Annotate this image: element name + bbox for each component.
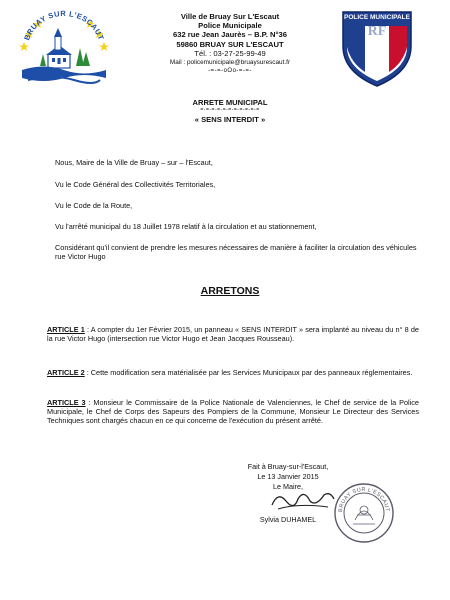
handwritten-signature <box>268 485 338 515</box>
article-2 <box>47 368 419 377</box>
badge-monogram: RF <box>367 24 387 39</box>
preamble-cgct: Vu le Code Général des Collectivités Territoriales, <box>55 180 216 189</box>
header-postcode: 59860 BRUAY SUR L'ESCAUT <box>176 39 284 49</box>
article-2-label: ARTICLE 2 <box>47 368 85 377</box>
article-3 <box>47 398 419 426</box>
signature-date: Le 13 Janvier 2015 <box>257 472 319 481</box>
article-3-label: ARTICLE 3 <box>47 398 86 407</box>
police-badge <box>337 6 417 90</box>
logo-arc-text: BRUAY SUR L'ESCAUT <box>22 8 106 42</box>
official-seal-icon <box>333 482 395 544</box>
article-1-text: : A compter du 1er Février 2015, un panneau « SENS INTERDIT » sera implanté au niveau du n° 8 de la rue Victor Hugo (intersection rue Victor Hugo et Jean Jacques Rousseau). <box>47 325 419 344</box>
header-block <box>130 12 330 76</box>
signature-name: Sylvia DUHAMEL <box>259 515 317 524</box>
decree-title: ARRETE MUNICIPAL <box>192 98 268 107</box>
preamble-arrete: Vu l'arrêté municipal du 18 Juillet 1978 relatif à la circulation et au stationnement, <box>55 222 317 231</box>
article-1-label: ARTICLE 1 <box>47 325 85 334</box>
header-city: Ville de Bruay Sur L'Escaut <box>180 12 280 21</box>
wave-icon <box>22 67 106 84</box>
header-ornament: -=-=-oOo-=-=- <box>208 68 252 75</box>
signature-place: Fait à Bruay-sur-l'Escaut, <box>247 462 329 471</box>
title-separator: =-=-=-=-=-=-=-=-=-=-= <box>200 107 260 113</box>
town-logo <box>14 8 114 90</box>
svg-text:BRUAY SUR L'ESCAUT <box>22 9 106 42</box>
church-icon <box>46 28 72 68</box>
header-address: 632 rue Jean Jaurès – B.P. N°36 <box>173 30 287 40</box>
badge-text: POLICE MUNICIPALE <box>344 14 410 21</box>
header-service: Police Municipale <box>198 21 262 31</box>
header-tel: Tél. : 03-27-25-99-49 <box>194 48 266 58</box>
preamble-considerant: Considérant qu'il convient de prendre les mesures nécessaires de manière à faciliter la circulation des véhicules rue Victor Hugo <box>55 243 417 261</box>
article-2-text: : Cette modification sera matérialisée par les Services Municipaux par des panneaux réglementaires. <box>84 368 413 377</box>
signature-role: Le Maire, <box>273 482 303 491</box>
preamble-code-route: Vu le Code de la Route, <box>55 201 133 210</box>
arretons-heading: ARRETONS <box>200 285 260 297</box>
article-3-text: : Monsieur le Commissaire de la Police Nationale de Valenciennes, le Chef de service de la Police Municipale, le Chef de Corps des Sapeurs des Pompiers de la Commune, Monsieur Le Directeur des Services Techniques sont chargés chacun en ce qui concerne de l'exécution du présent arrêté. <box>47 398 419 426</box>
header-mail: Mail : policemunicipale@bruaysurescaut.fr <box>169 59 291 67</box>
article-1 <box>47 325 419 343</box>
decree-subject: « SENS INTERDIT » <box>194 115 266 124</box>
preamble-mayor: Nous, Maire de la Ville de Bruay – sur – l'Escaut, <box>55 158 213 167</box>
seal-text: BRUAY SUR L'ESCAUT <box>337 486 391 513</box>
